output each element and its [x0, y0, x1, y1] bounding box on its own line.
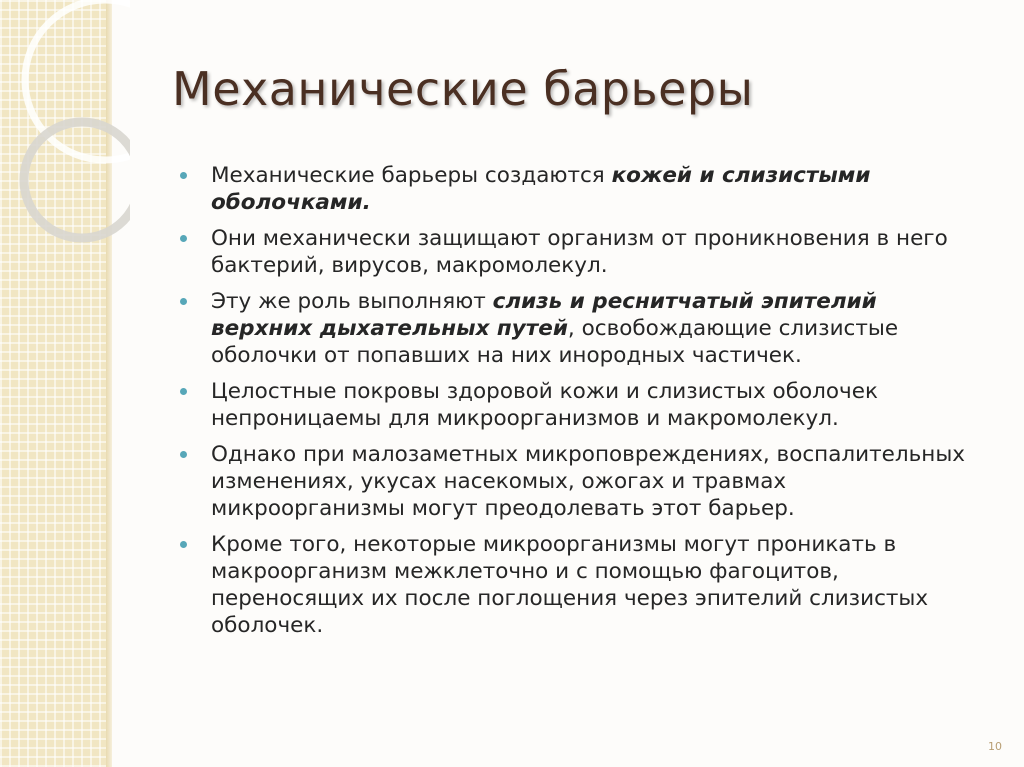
bullet-text: Кроме того, некоторые микроорганизмы могут проникать в макроорганизм межклеточно и с помощью фагоцитов, переносящих их после поглощения через эпителий слизистых оболочек. [211, 532, 929, 638]
bullet-text: Целостные покровы здоровой кожи и слизистых оболочек непроницаемы для микроорганизмов и макромолекул. [211, 379, 878, 431]
slide-title: Механические барьеры [172, 62, 754, 116]
bullet-text: Однако при малозаметных микроповреждениях, воспалительных изменениях, укусах насекомых, ожогах и травмах микроорганизмы могут преодолевать этот барьер. [211, 442, 966, 521]
bullet-dot-icon [180, 451, 187, 458]
bullet-dot-icon [180, 541, 187, 548]
bullet-text: Эту же роль выполняют [211, 289, 493, 314]
decorative-rings [0, 0, 130, 260]
bullet-dot-icon [180, 298, 187, 305]
bullet-text: Механические барьеры создаются [211, 163, 612, 188]
emphasized-text: кожей и слизистыми оболочками. [211, 163, 871, 215]
bullet-text: , освобождающие слизистые оболочки от попавших на них инородных частичек. [211, 316, 899, 368]
bullet-item [176, 378, 976, 432]
bullet-item [176, 441, 976, 522]
page-number: 10 [988, 740, 1002, 753]
bullet-item [176, 288, 976, 369]
bullet-list [176, 162, 976, 648]
bullet-item [176, 531, 976, 639]
bullet-dot-icon [180, 388, 187, 395]
bullet-dot-icon [180, 235, 187, 242]
bullet-dot-icon [180, 172, 187, 179]
bullet-item [176, 225, 976, 279]
bullet-item [176, 162, 976, 216]
ring-small [24, 122, 130, 238]
emphasized-text: слизь и реснитчатый эпителий верхних дыхательных путей [211, 289, 877, 341]
bullet-text: Они механически защищают организм от проникновения в него бактерий, вирусов, макромолекул. [211, 226, 948, 278]
